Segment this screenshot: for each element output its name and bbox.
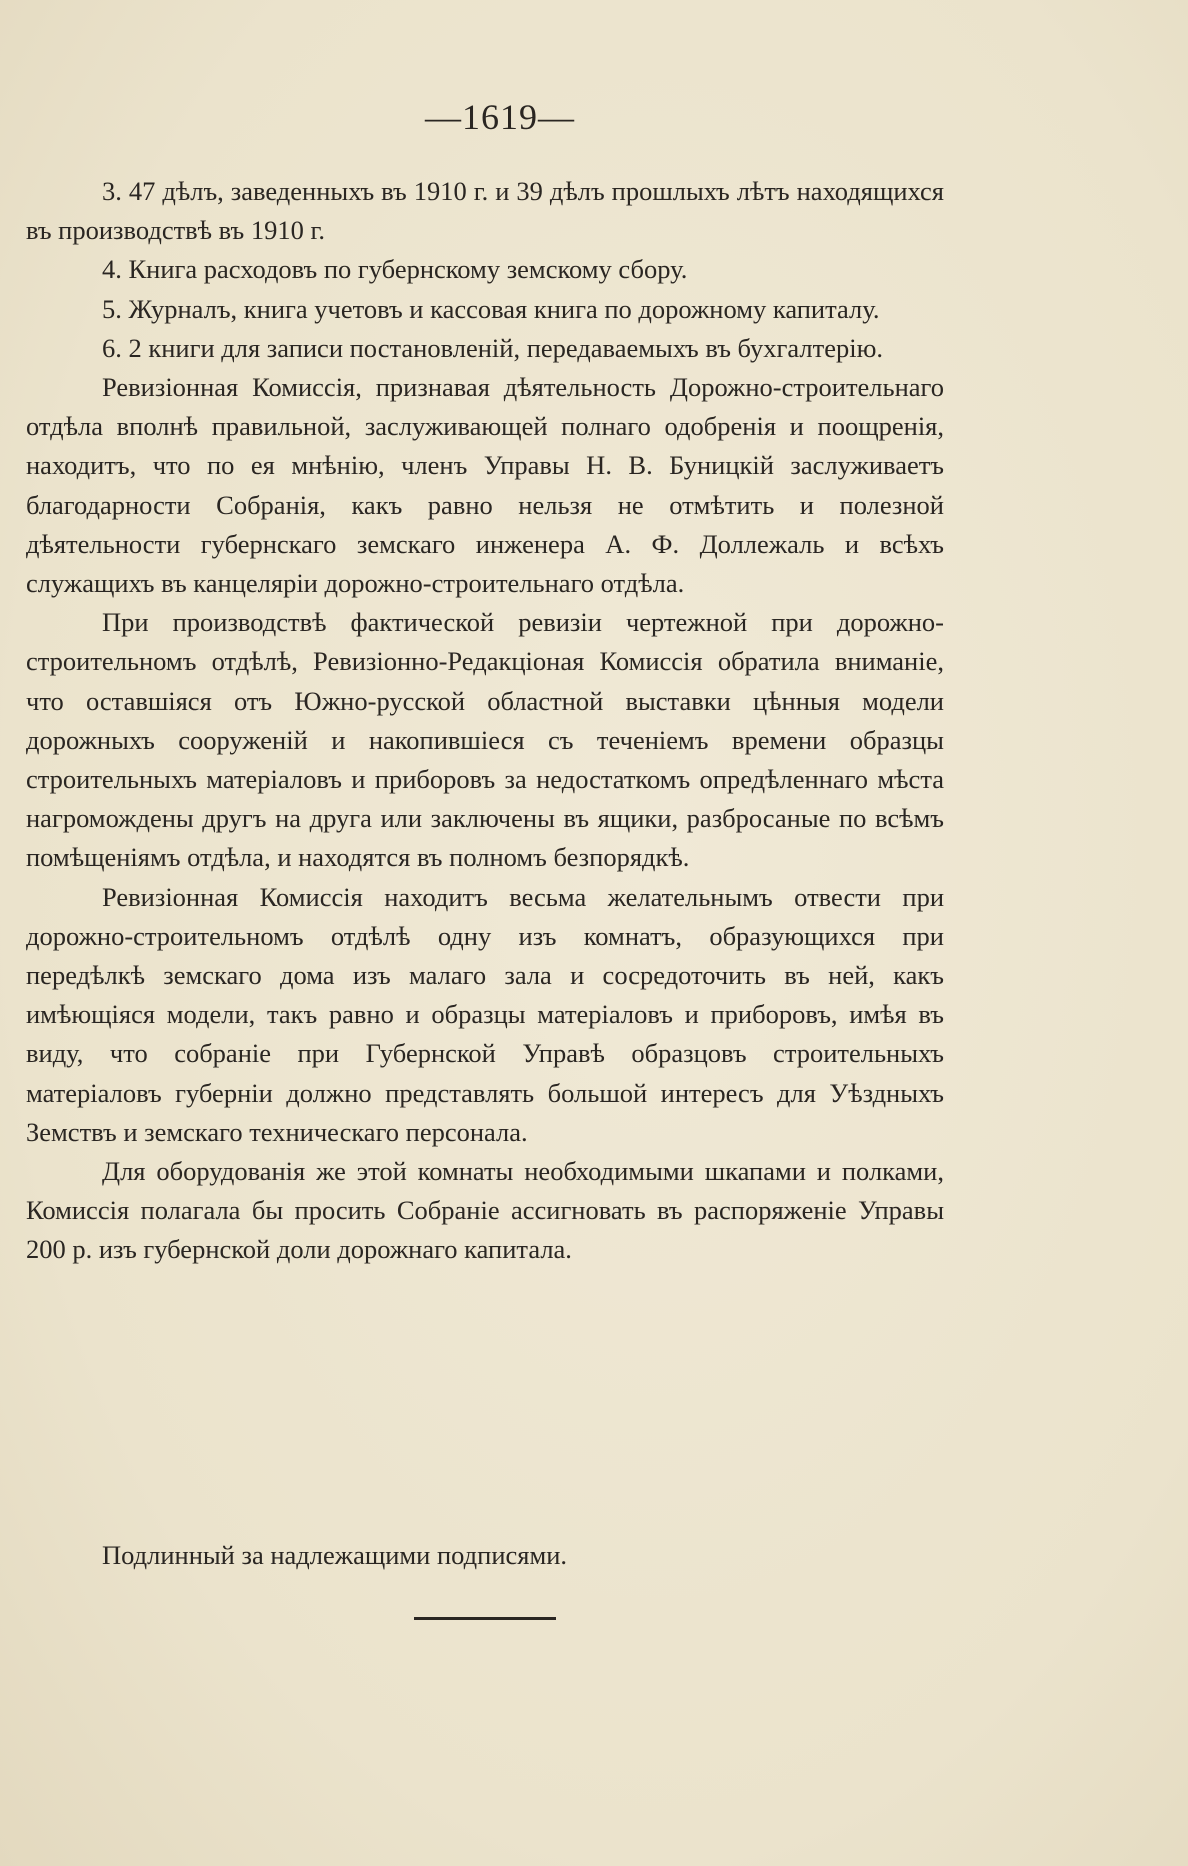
paragraph-item-6: 6. 2 книги для записи постановленій, передаваемыхъ въ бухгалтерію. bbox=[102, 332, 883, 363]
signature-line: Подлинный за надлежащими подписями. bbox=[102, 1540, 568, 1570]
paragraph-commission-approval: Ревизіонная Комиссія, признавая дѣятельность Дорожно-строительнаго отдѣла вполнѣ правильной, заслуживающей полнаго одобренія и поощренія, находитъ, что по ея мнѣнію, членъ Управы Н. В. Буницкій заслуживаетъ благодарности Собранія, какъ равно нельзя не отмѣтить и полезной дѣятельности губернскаго земскаго инженера А. Ф. Доллежаль и всѣхъ служащихъ въ канцеляріи дорожно-строительнаго отдѣла. bbox=[26, 372, 944, 599]
page-number: —1619— bbox=[425, 97, 575, 137]
paragraph-room-proposal: Ревизіонная Комиссія находитъ весьма желательнымъ отвести при дорожно-строительномъ отдѣлѣ одну изъ комнатъ, образующихся при передѣлкѣ земскаго дома изъ малаго зала и сосредоточить въ ней, какъ имѣющіяся модели, такъ равно и образцы матеріаловъ и приборовъ, имѣя въ виду, что собраніе при Губернской Управѣ образцовъ строительныхъ матеріаловъ губерніи должно представлять большой интересъ для Уѣздныхъ Земствъ и земскаго техническаго персонала. bbox=[26, 881, 944, 1147]
paragraph-item-4: 4. Книга расходовъ по губернскому земскому сбору. bbox=[102, 254, 688, 285]
closing-rule bbox=[414, 1617, 556, 1620]
paragraph-funding-request: Для оборудованія же этой комнаты необходимыми шкапами и полками, Комиссія полагала бы просить Собраніе ассигновать въ распоряженіе Управы 200 р. изъ губернской доли дорожнаго капитала. bbox=[26, 1156, 944, 1265]
paragraph-drafting-room-audit: При производствѣ фактической ревизіи чертежной при дорожно-строительномъ отдѣлѣ, Ревизіонно-Редакціоная Комиссія обратила вниманіе, что оставшіяся отъ Южно-русской областной выставки цѣнныя модели дорожныхъ сооруженій и накопившіеся съ теченіемъ времени образцы строительныхъ матеріаловъ и приборовъ за недостаткомъ опредѣленнаго мѣста нагромождены другъ на друга или заключены въ ящики, разбросаные по всѣмъ помѣщеніямъ отдѣла, и находятся въ полномъ безпорядкѣ. bbox=[26, 607, 944, 873]
body-text bbox=[26, 172, 944, 1270]
paragraph-item-5: 5. Журналъ, книга учетовъ и кассовая книга по дорожному капиталу. bbox=[102, 293, 880, 324]
paragraph-item-3: 3. 47 дѣлъ, заведенныхъ въ 1910 г. и 39 дѣлъ прошлыхъ лѣтъ находящихся въ производствѣ въ 1910 г. bbox=[26, 176, 944, 246]
